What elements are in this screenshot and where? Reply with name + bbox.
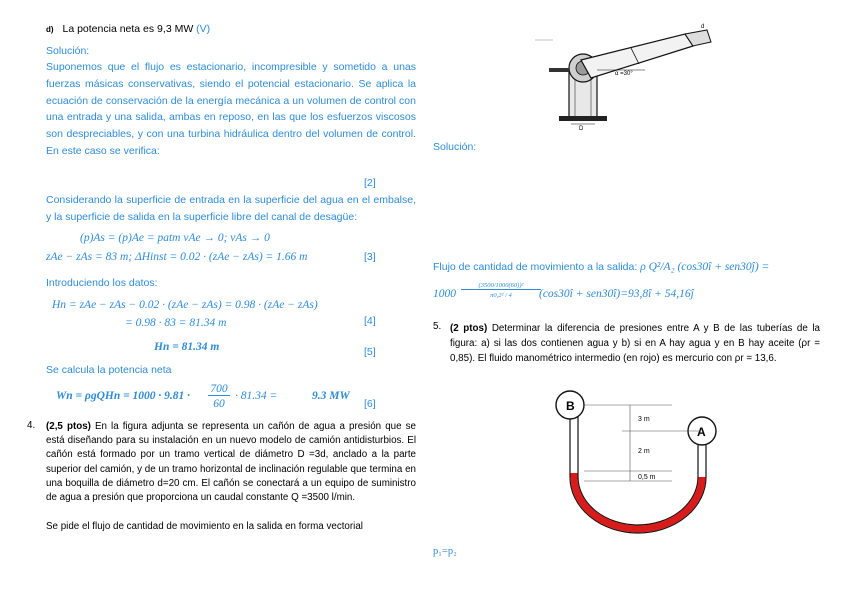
- solution-paragraph: Suponemos que el flujo es estacionario, incompresible y sometido a unas fuerzas másicas conservativas, siendo el potencial estacionario. Se aplica la ecuación de conservación de la energía mecánica a un volumen de control con una entrada y una salida, ambas en reposo, en las que los esfuerzos viscosos son despreciables, y con una turbina hidráulica dentro del volumen de control. En este caso se verifica:: [46, 61, 416, 157]
- eq-number-4: [4]: [364, 315, 376, 327]
- eq4-line1: Hn = zAe − zAs − 0.02 · (zAe − zAs) = 0.98 · (zAe − zAs): [52, 299, 318, 311]
- angle-label: α =30°: [615, 71, 633, 77]
- pipe-a-label: A: [697, 425, 706, 439]
- eq-number-5: [5]: [364, 346, 376, 358]
- nozzle-label: d: [701, 24, 705, 30]
- eq5-line: Hn = 81.34 m: [154, 341, 220, 353]
- manometer-figure: [550, 385, 730, 540]
- pipe-b-label: B: [566, 399, 575, 413]
- q5-number: 5.: [433, 321, 442, 332]
- dim-2m: 2 m: [638, 448, 650, 455]
- truck-mount: [559, 116, 607, 121]
- water-cannon-figure: [535, 20, 715, 132]
- inclined-barrel: [581, 34, 693, 78]
- eq3-line2: zAe − zAs = 83 m; ΔHinst = 0.02 · (zAe − zAs) = 1.66 m: [46, 251, 308, 263]
- mount-bracket: [549, 68, 569, 72]
- data-intro: Introduciendo los datos:: [46, 277, 158, 289]
- eq-number-2: [2]: [364, 177, 376, 189]
- eq3-line1: (p)As = (p)Ae = patm vAe → 0; vAs → 0: [80, 232, 270, 244]
- power-intro: Se calcula la potencia neta: [46, 364, 172, 376]
- base-diameter-label: D: [579, 126, 584, 132]
- item-d: d) La potencia neta es 9,3 MW (V): [46, 23, 211, 35]
- q5-text: (2 ptos) Determinar la diferencia de presiones entre A y B de las tuberías de la figura: a) si las dos contienen agua y b) si en A hay agua y en B hay aceite (ρr = 0,85). El fluido manométrico intermedio (en rojo) es mercurio con ρr = 13,6.: [450, 323, 820, 365]
- q4-number: 4.: [27, 420, 36, 431]
- mercury-column: [574, 473, 702, 529]
- momentum-flux-line1: Flujo de cantidad de movimiento a la salida: ρ Q²/A₂ (cos30î + sen30ĵ) =: [433, 261, 770, 273]
- right-solution-title: Solución:: [433, 141, 477, 153]
- q4-last-line: Se pide el flujo de cantidad de movimiento en la salida en forma vectorial: [46, 521, 363, 532]
- surfaces-paragraph: Considerando la superficie de entrada en la superficie del agua en el embalse, y la superficie de salida en la superficie libre del canal de desagüe:: [46, 194, 416, 223]
- eq-number-3: [3]: [364, 251, 376, 263]
- q5-answer: p₁=p₂: [433, 546, 457, 557]
- eq-number-6: [6]: [364, 398, 376, 410]
- eq4-line2: = 0.98 · 83 = 81.34 m: [125, 317, 227, 329]
- dim-3m: 3 m: [638, 416, 650, 423]
- solution-title: Solución:: [46, 45, 90, 57]
- dim-05m: 0,5 m: [638, 474, 656, 481]
- u-tube-inner: [578, 413, 698, 525]
- q4-text: (2,5 ptos) En la figura adjunta se representa un cañón de agua a presión que se está diseñando para su instalación en un nuevo modelo de camión antidisturbios. El cañón está formado por un tramo vertical de diámetro D =3d, anclado a la parte superior del camión, y de un tramo horizontal de inclinación regulable que termina en una boquilla de diámetro d=20 cm. El cañón se conectará a un equipo de suministro de agua a presión que proporciona un caudal constante Q =3500 l/min.: [46, 421, 416, 504]
